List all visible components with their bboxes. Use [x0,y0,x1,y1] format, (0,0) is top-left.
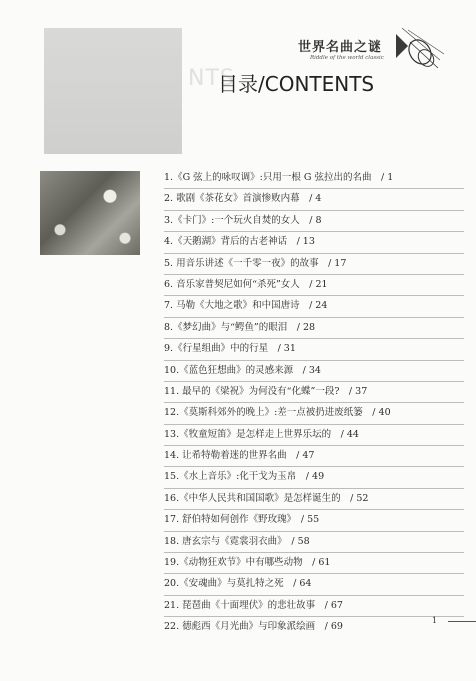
toc-item[interactable]: 20.《安魂曲》与莫扎特之死 / 64 [164,574,464,595]
toc-item[interactable]: 2. 歌剧《茶花女》首演惨败内幕 / 4 [164,189,464,210]
toc-item[interactable]: 9.《行星组曲》中的行星 / 31 [164,339,464,360]
toc-item[interactable]: 1.《G 弦上的咏叹调》:只用一根 G 弦拉出的名曲 / 1 [164,168,464,189]
toc-item[interactable]: 11. 最早的《梁祝》为何没有“化蝶”一段? / 37 [164,382,464,403]
toc-item[interactable]: 4.《天鹅湖》背后的古老神话 / 13 [164,232,464,253]
series-subtitle: Riddle of the world classic [310,55,384,61]
toc-item[interactable]: 7. 马勒《大地之歌》和中国唐诗 / 24 [164,296,464,317]
toc-item[interactable]: 12.《莫斯科郊外的晚上》:差一点被扔进废纸篓 / 40 [164,403,464,424]
toc-item[interactable]: 6. 音乐家普契尼如何“杀死”女人 / 21 [164,275,464,296]
toc-item[interactable]: 8.《梦幻曲》与“鳄鱼”的眼泪 / 28 [164,318,464,339]
contents-heading: 目录/CONTENTS [218,72,375,96]
toc-item[interactable]: 18. 唐玄宗与《霓裳羽衣曲》 / 58 [164,532,464,553]
toc-item[interactable]: 10.《蓝色狂想曲》的灵感来源 / 34 [164,361,464,382]
violin-icon [386,24,446,74]
toc-item[interactable]: 21. 琵琶曲《十面埋伏》的悲壮故事 / 67 [164,596,464,617]
toc-item[interactable]: 13.《牧童短笛》是怎样走上世界乐坛的 / 44 [164,425,464,446]
toc-item[interactable]: 14. 让希特勒着迷的世界名曲 / 47 [164,446,464,467]
page-number: 1 [432,616,438,625]
toc-item[interactable]: 17. 舒伯特如何创作《野玫瑰》 / 55 [164,510,464,531]
series-title: 世界名曲之谜 [298,40,383,55]
toc-item[interactable]: 19.《动物狂欢节》中有哪些动物 / 61 [164,553,464,574]
toc-item[interactable]: 3.《卡门》:一个玩火自焚的女人 / 8 [164,211,464,232]
toc-item[interactable]: 16.《中华人民共和国国歌》是怎样诞生的 / 52 [164,489,464,510]
decorative-gray-block [44,28,182,154]
toc-item[interactable]: 22. 德彪西《月光曲》与印象派绘画 / 69 [164,621,343,633]
toc-item[interactable]: 15.《水上音乐》:化干戈为玉帛 / 49 [164,467,464,488]
cover-photo [40,171,140,255]
watermark-text: NTS [188,66,235,91]
page-number-rule [448,621,476,622]
table-of-contents [164,168,464,638]
toc-item[interactable]: 5. 用音乐讲述《一千零一夜》的故事 / 17 [164,254,464,275]
